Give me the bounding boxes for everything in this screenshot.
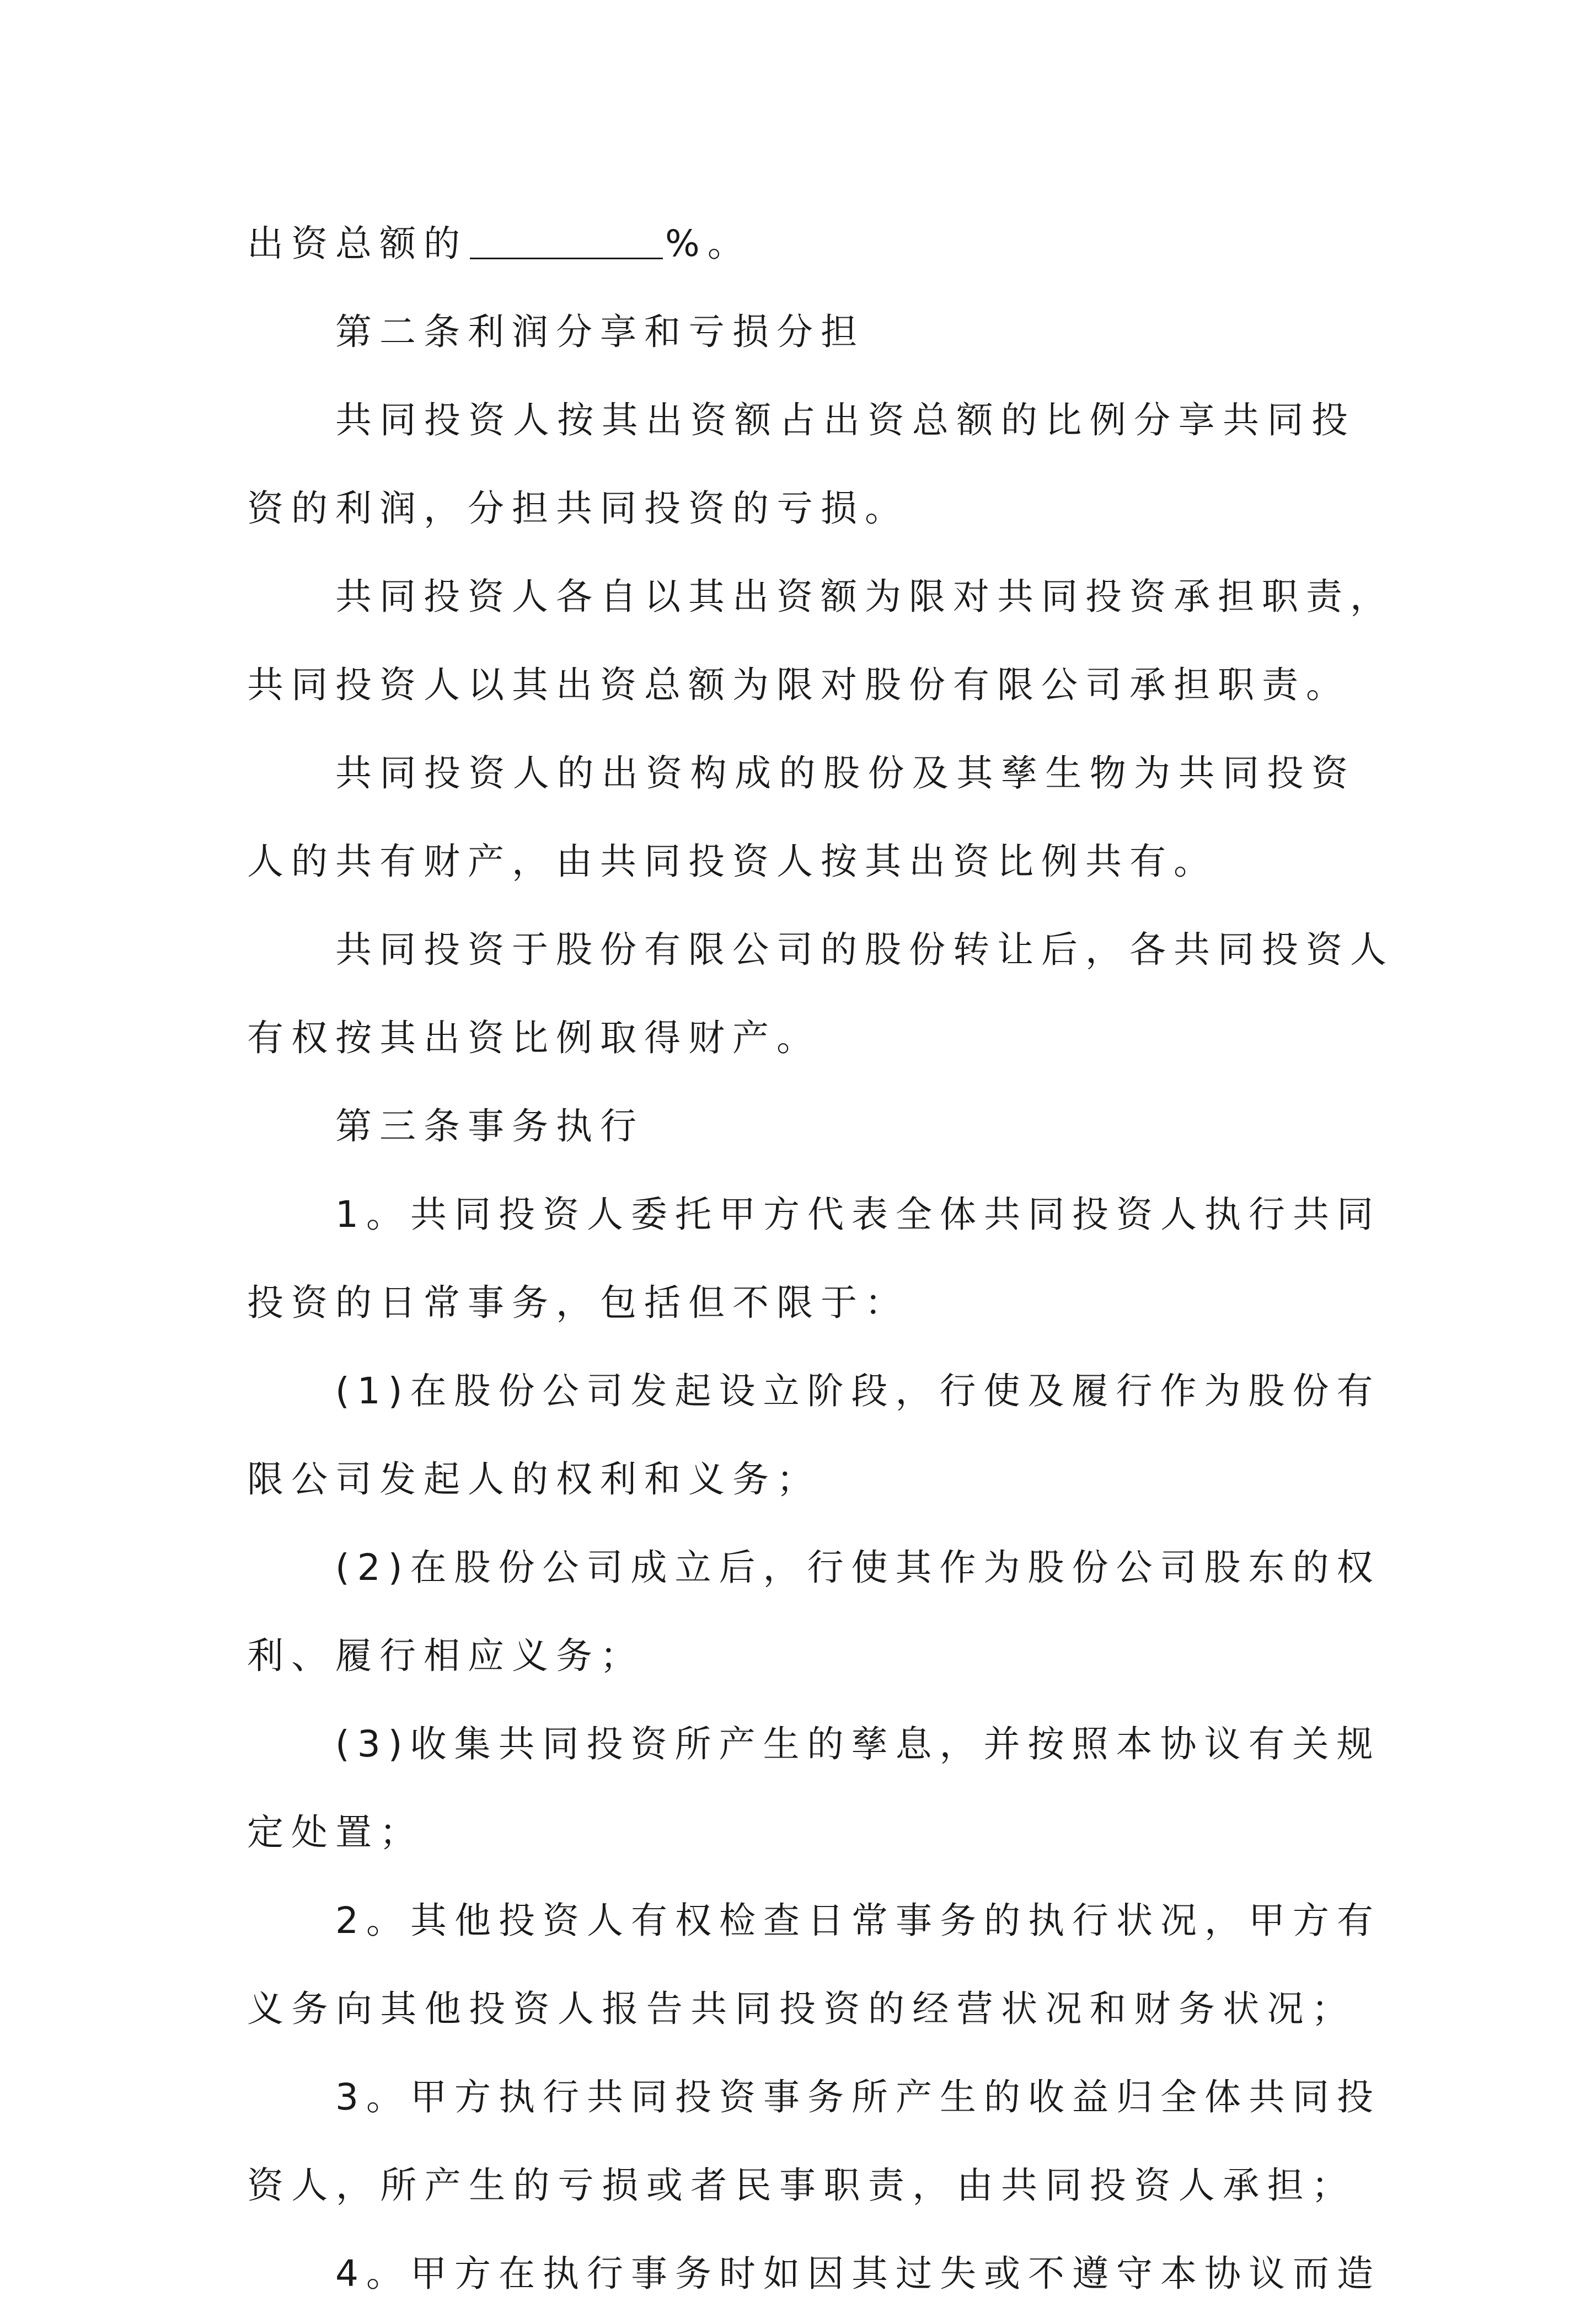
paragraph-line: 限公司发起人的权利和义务； [247,1458,821,1500]
paragraph-line: 共同投资于股份有限公司的股份转让后，各共同投资人 [335,928,1394,971]
paragraph-line: 资人，所产生的亏损或者民事职责，由共同投资人承担； [247,2164,1356,2207]
paragraph-line: 共同投资人以其出资总额为限对股份有限公司承担职责。 [247,664,1350,706]
paragraph-line: 人的共有财产，由共同投资人按其出资比例共有。 [247,840,1218,883]
paragraph-line: 共同投资人各自以其出资额为限对共同投资承担职责， [335,575,1394,618]
text-fragment: 出资总额的 [247,222,468,265]
paragraph-line: 利、履行相应义务； [247,1635,644,1677]
paragraph-line: 2。其他投资人有权检查日常事务的执行状况，甲方有 [335,1899,1381,1942]
paragraph-line: 投资的日常事务，包括但不限于： [247,1281,909,1324]
paragraph-line: 共同投资人的出资构成的股份及其孳生物为共同投资 [335,752,1356,794]
section-heading: 第三条事务执行 [335,1105,644,1147]
paragraph-line: (1)在股份公司发起设立阶段，行使及履行作为股份有 [335,1370,1381,1412]
paragraph-line: 义务向其他投资人报告共同投资的经营状况和财务状况； [247,1988,1356,2030]
paragraph-line: 有权按其出资比例取得财产。 [247,1017,821,1059]
text-fragment: %。 [665,222,752,265]
fill-in-blank [470,225,663,259]
document-body [247,200,1394,2318]
paragraph-line [247,200,1356,288]
paragraph-line: 4。甲方在执行事务时如因其过失或不遵守本协议而造 [335,2252,1381,2295]
paragraph-line: 1。共同投资人委托甲方代表全体共同投资人执行共同 [335,1193,1381,1236]
paragraph-line: 资的利润，分担共同投资的亏损。 [247,487,909,530]
paragraph-line: (3)收集共同投资所产生的孳息，并按照本协议有关规 [335,1723,1381,1765]
section-heading: 第二条利润分享和亏损分担 [335,311,865,353]
paragraph-line: 3。甲方执行共同投资事务所产生的收益归全体共同投 [335,2076,1381,2118]
paragraph-line: 共同投资人按其出资额占出资总额的比例分享共同投 [335,399,1356,441]
paragraph-line: (2)在股份公司成立后，行使其作为股份公司股东的权 [335,1546,1381,1589]
paragraph-line: 定处置； [247,1811,424,1854]
